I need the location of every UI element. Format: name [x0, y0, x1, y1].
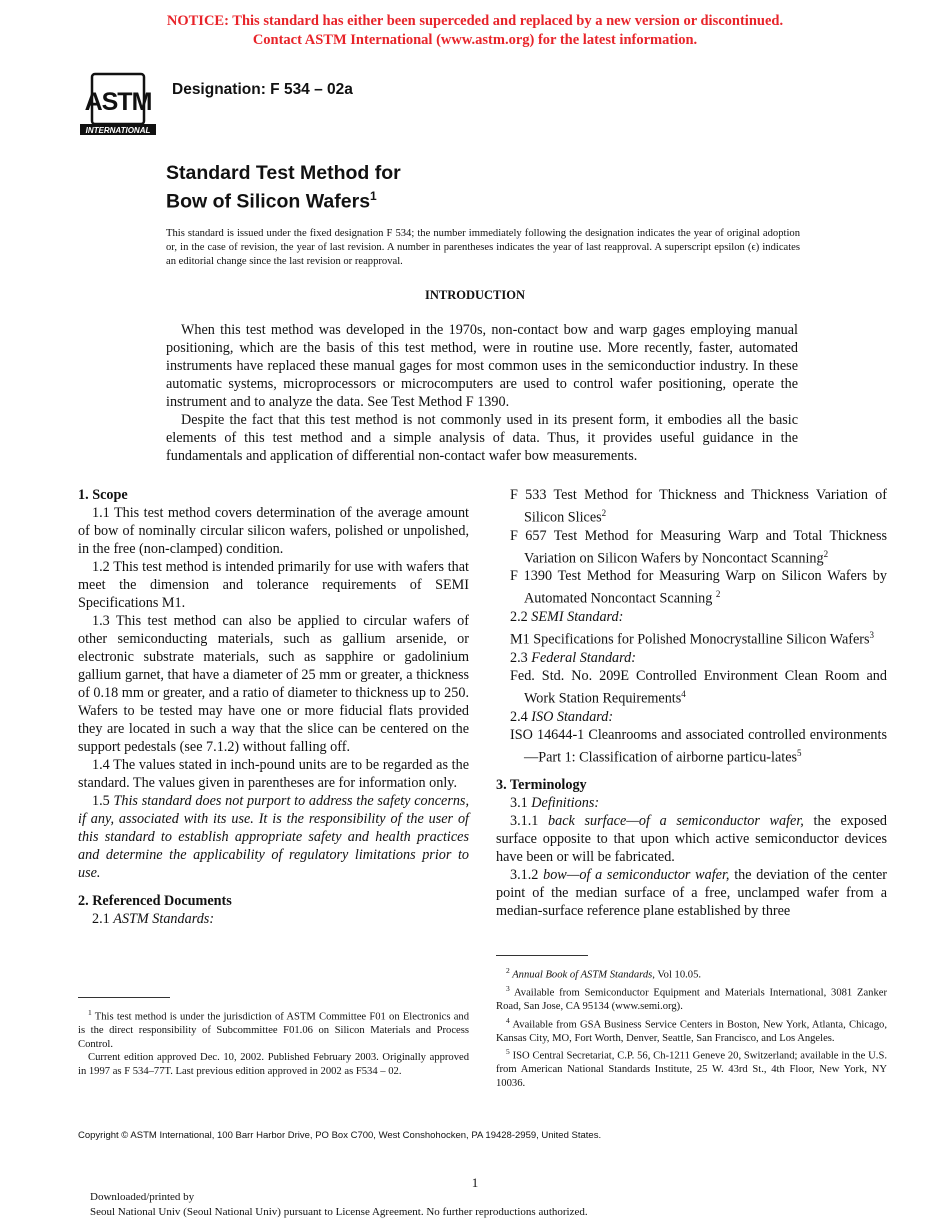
section-1-heading: 1. Scope: [78, 487, 128, 503]
para-1-5: 1.5 This standard does not purport to address the safety concerns, if any, associated with its use. It is the responsibility of the user of this standard to establish appropriate safety and health practices and determine the applicability of regulatory limitations prior to use.: [78, 793, 469, 881]
title-footnote-ref: 1: [370, 189, 377, 203]
footnote-rule-right: [496, 955, 588, 956]
footnote-3: $^3$ Available from Semiconductor Equipment and Materials International, 3081 Zanker Road, San Jose, CA 95134 (www.semi.org).: [496, 984, 887, 1013]
download-line-1: Downloaded/printed by: [90, 1191, 195, 1203]
para-1-3: 1.3 This test method can also be applied to circular wafers of other semiconducting materials, such as gallium arsenide, or electronic substrate materials, such as sapphire or gadolinium gallium garnet, that have a diameter of 25 mm or greater, a thickness of 0.18 mm or greater, and a ratio of diameter to thickness up to 250. Wafers to be tested may have one or more fiducial flats provided they are located in such a way that the slice can be centered on the support pedestals (see 7.1.2) without falling off.: [78, 613, 469, 755]
notice-line-2: Contact ASTM International (www.astm.org) for the latest information.: [252, 32, 698, 48]
title-line-2: Bow of Silicon Wafers$^1$: [166, 189, 377, 213]
introduction-heading: INTRODUCTION: [424, 288, 525, 302]
copyright: Copyright © ASTM International, 100 Barr Harbor Drive, PO Box C700, West Conshohocken, PA 19428-2959, United States.: [78, 1130, 602, 1141]
footnote-4: $^4$ Available from GSA Business Service Centers in Boston, New York, Atlanta, Chicago, Kansas City, MO, Fort Worth, Denver, Seattle, San Francisco, and Los Angeles.: [496, 1015, 887, 1044]
ref-iso: ISO 14644-1 Cleanrooms and associated controlled environments—Part 1: Classification of airborne particu-lates$^5$: [510, 726, 887, 766]
footnote-2: $^2$ Annual Book of ASTM Standards, Vol 10.05.: [506, 966, 702, 981]
ref-m1: M1 Specifications for Polished Monocrystalline Silicon Wafers$^3$: [510, 630, 875, 648]
issued-note: This standard is issued under the fixed designation F 534; the number immediately following the designation indicates the year of original adoption or, in the case of revision, the year of last revision. A number in parentheses indicates the year of last reapproval. A superscript epsilon (ϵ) indicates an editorial change since the last revision or reapproval.: [166, 228, 800, 267]
footnotes-right: [496, 964, 887, 1090]
logo-sub: INTERNATIONAL: [85, 126, 151, 135]
footnotes-left: [78, 1006, 469, 1078]
astm-logo-icon: [78, 66, 158, 138]
para-3-1: 3.1 Definitions:: [510, 795, 600, 812]
left-column: [78, 486, 469, 928]
para-1-2: 1.2 This test method is intended primarily for use with wafers that meet the dimension and tolerance requirements of SEMI Specifications M1.: [78, 559, 469, 611]
para-2-1: 2.1 ASTM Standards:: [92, 911, 215, 927]
footnote-5: $^5$ ISO Central Secretariat, C.P. 56, Ch-1211 Geneve 20, Switzerland; available in the U.S. from American National Standards Institute, 25 W. 43rd St., 4th Floor, New York, NY 10036.: [496, 1047, 887, 1089]
ref-f1390: F 1390 Test Method for Measuring Warp on Silicon Wafers by Automated Noncontact Scanning $^2$: [510, 568, 887, 608]
para-2-2: 2.2 SEMI Standard:: [510, 609, 624, 626]
document-title: [166, 162, 401, 214]
logo-mark: ASTM: [84, 88, 152, 116]
ref-f533: F 533 Test Method for Thickness and Thickness Variation of Silicon Slices$^2$: [510, 487, 887, 526]
introduction-paragraph-1: When this test method was developed in the 1970s, non-contact bow and warp gages employing manual positioning, which are the basis of this test method, were in routine use. More recently, faster, automated instruments have replaced these manual gages for most common uses in the semiconductior industry. In these automatic systems, microprocessors or microcomputers are used to control wafer positioning, operate the instrument and to analyze the data. See Test Method F 1390.: [166, 322, 798, 410]
download-line-2: Seoul National Univ (Seoul National Univ) pursuant to License Agreement. No further reproductions authorized.: [90, 1205, 588, 1218]
page-number: 1: [471, 1175, 479, 1190]
footnote-1: $^1$ This test method is under the jurisdiction of ASTM Committee F01 on Electronics and is the direct responsibility of Subcommittee F01.06 on Silicon Materials and Process Control.: [78, 1008, 469, 1050]
ref-f657: F 657 Test Method for Measuring Warp and Total Thickness Variation on Silicon Wafers by Noncontact Scanning$^2$: [510, 527, 887, 567]
title-line-1: Standard Test Method for: [166, 162, 401, 184]
ref-fed-std: Fed. Std. No. 209E Controlled Environment Clean Room and Work Station Requirements$^4$: [510, 667, 887, 707]
para-2-4: 2.4 ISO Standard:: [510, 708, 614, 725]
download-notice: [90, 1190, 588, 1219]
introduction-body: [166, 321, 798, 465]
astm-logo: [78, 66, 158, 138]
introduction-paragraph-2: Despite the fact that this test method is not commonly used in its present form, it embodies all the basic elements of this test method and a simple analysis of data. Thus, it provides useful guidance in the fundamentals and application of differential non-contact wafer bow measurements.: [166, 412, 798, 464]
notice-line-1: NOTICE: This standard has either been superceded and replaced by a new version or discontinued.: [166, 13, 784, 29]
para-1-1: 1.1 This test method covers determination of the average amount of bow of nominally circular silicon wafers, polished or unpolished, in the free (non-clamped) condition.: [78, 505, 469, 557]
footnote-rule-left: [78, 997, 170, 998]
para-2-3: 2.3 Federal Standard:: [510, 649, 636, 666]
para-3-1-2: 3.1.2 bow—of a semiconductor wafer, the deviation of the center point of the median surface of a free, unclamped wafer from a median-surface reference plane established by three: [496, 867, 887, 920]
section-3-heading: 3. Terminology: [496, 777, 587, 794]
para-3-1-1: 3.1.1 back surface—of a semiconductor wafer, the exposed surface opposite to that upon which active semiconductor devices have been or will be fabricated.: [496, 813, 888, 866]
designation: Designation: F 534 – 02a: [172, 81, 353, 98]
section-2-heading: 2. Referenced Documents: [78, 893, 232, 909]
para-1-4: 1.4 The values stated in inch-pound units are to be regarded as the standard. The values given in parentheses are for information only.: [78, 757, 469, 791]
supersede-notice: [0, 12, 950, 50]
right-column: [496, 486, 887, 920]
footnote-1-edition: Current edition approved Dec. 10, 2002. Published February 2003. Originally approved in 1997 as F 534–77T. Last previous edition approved in 2002 as F534 – 02.: [78, 1052, 469, 1077]
